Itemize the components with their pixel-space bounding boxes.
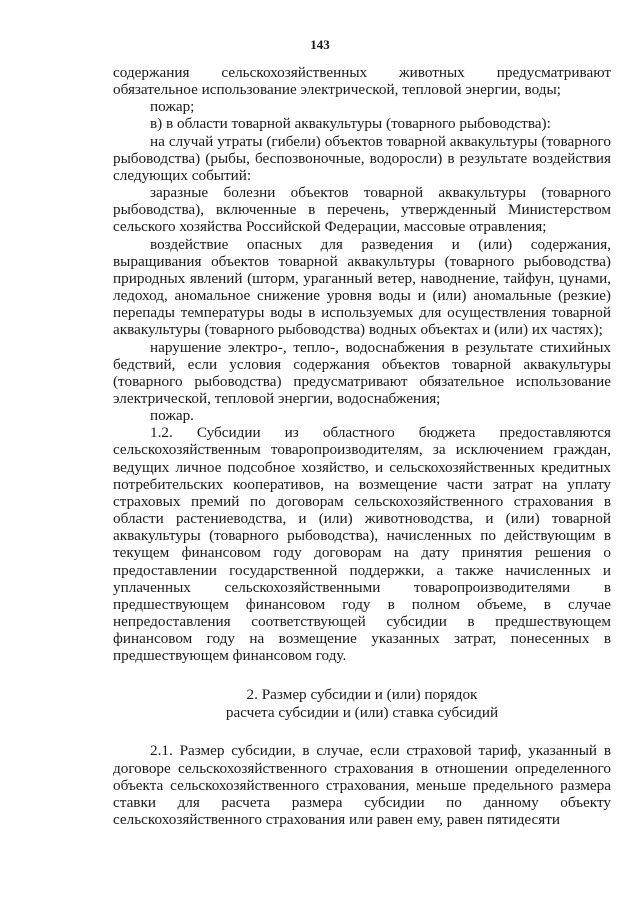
page-number: 143	[310, 37, 330, 52]
section-heading-line2: расчета субсидии и (или) ставка субсидий	[225, 704, 499, 722]
paragraph: 2.1. Размер субсидии, в случае, если страховой тариф, указанный в договоре сельскохозяйственного страхования в отношении определенного объекта сельскохозяйственного страхования, меньше предельного размера ставки для расчета размера субсидии по данному объекту сельскохозяйственного страхования или равен ему, равен пятидесяти	[113, 742, 611, 829]
paragraph: нарушение электро-, тепло-, водоснабжения в результате стихийных бедствий, если условия содержания объектов товарной аквакультуры (товарного рыбоводства) предусматривают обязательное использование электрической, тепловой энергии, водоснабжения;	[113, 338, 611, 407]
paragraph: в) в области товарной аквакультуры (товарного рыбоводства):	[150, 115, 551, 133]
paragraph-group-top	[113, 64, 611, 664]
section-heading-line1: 2. Размер субсидии и (или) порядок	[246, 686, 478, 704]
paragraph: 1.2. Субсидии из областного бюджета предоставляются сельскохозяйственным товаропроизводителям, за исключением граждан, ведущих личное подсобное хозяйство, и сельскохозяйственных кредитных потребительских кооперативов, на возмещение части затрат на уплату страховых премий по договорам сельскохозяйственного страхования в области растениеводства, и (или) животноводства, и (или) товарной аквакультуры (товарного рыбоводства), начисленных по действующим в текущем финансовом году договорам на дату принятия решения о предоставлении государственной поддержки, а также начисленных и уплаченных сельскохозяйственными товаропроизводителями в предшествующем финансовом году в полном объеме, в случае непредоставления соответствующей субсидии в предшествующем финансовом году на возмещение указанных затрат, понесенных в предшествующем финансовом году.	[113, 424, 611, 665]
paragraph: воздействие опасных для разведения и (или) содержания, выращивания объектов товарной аквакультуры (товарного рыбоводства) природных явлений (шторм, ураганный ветер, наводнение, тайфун, цунами, ледоход, аномальное снижение уровня воды и (или) аномальные (резкие) перепады температуры воды в используемых для осуществления товарной аквакультуры (товарного рыбоводства) водных объектах и (или) их частях);	[113, 235, 611, 339]
paragraph: заразные болезни объектов товарной аквакультуры (товарного рыбоводства), включенные в перечень, утвержденный Министерством сельского хозяйства Российской Федерации, массовые отравления;	[113, 184, 611, 236]
paragraph: на случай утраты (гибели) объектов товарной аквакультуры (товарного рыбоводства) (рыбы, беспозвоночные, водоросли) в результате воздействия следующих событий:	[113, 132, 611, 184]
document-body	[113, 64, 611, 828]
paragraph-group-bottom	[113, 742, 611, 828]
paragraph: пожар.	[150, 407, 194, 425]
paragraph: пожар;	[150, 98, 195, 116]
spacer	[113, 722, 611, 742]
paragraph: содержания сельскохозяйственных животных предусматривают обязательное использование электрической, тепловой энергии, воды;	[113, 64, 611, 99]
section-heading	[113, 686, 611, 722]
